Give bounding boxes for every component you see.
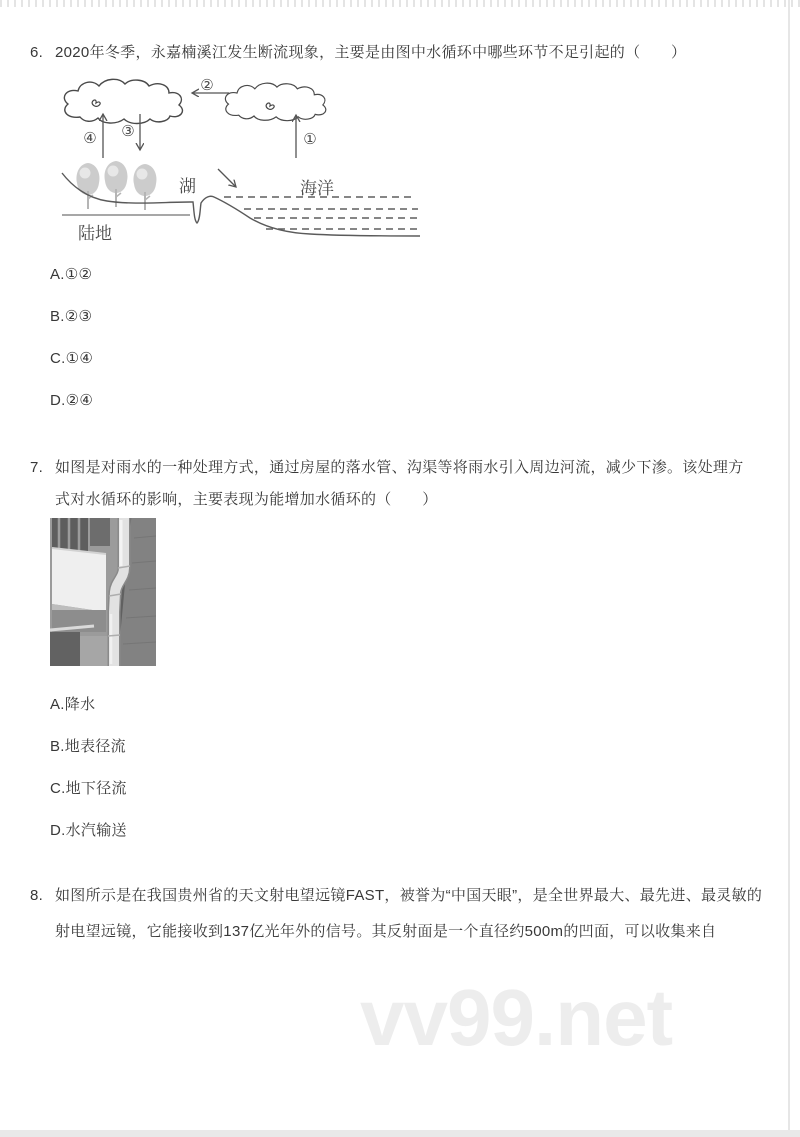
question-7-options	[50, 696, 127, 839]
page-bottom-strip	[0, 1130, 800, 1137]
question-6-text: 2020年冬季，永嘉楠溪江发生断流现象，主要是由图中水循环中哪些环节不足引起的（ ）	[55, 44, 687, 61]
question-7-number: 7.	[30, 459, 44, 476]
q6-option-c: C.①④	[50, 350, 94, 367]
tree-icon	[104, 161, 127, 207]
ocean-label: 海洋	[300, 179, 334, 198]
page-right-edge-line	[788, 0, 790, 1137]
q7-option-a: A.降水	[50, 696, 96, 713]
arrow-3-label: ③	[121, 123, 135, 140]
page-top-perforation	[0, 0, 800, 7]
q6-option-a: A.①②	[50, 266, 93, 283]
cloud-right	[225, 83, 325, 121]
question-8	[30, 878, 765, 950]
q6-option-b: B.②③	[50, 308, 93, 325]
q7-option-d: D.水汽输送	[50, 822, 127, 839]
q6-option-d: D.②④	[50, 392, 94, 409]
tree-icon	[76, 163, 99, 209]
water-cycle-diagram	[52, 76, 424, 248]
question-6	[30, 38, 770, 68]
question-6-options	[50, 266, 93, 409]
ocean-water-lines	[224, 197, 420, 229]
arrow-4-label: ④	[83, 130, 97, 147]
land-label: 陆地	[78, 224, 112, 243]
q7-option-b: B.地表径流	[50, 738, 126, 755]
arrow-1-label: ①	[303, 131, 317, 148]
question-8-number: 8.	[30, 887, 44, 904]
q7-option-c: C.地下径流	[50, 780, 127, 797]
lake-label: 湖	[179, 177, 196, 196]
lake-pointer-arrow	[218, 169, 236, 187]
question-7-text: 如图是对雨水的一种处理方式，通过房屋的落水管、沟渠等将雨水引入周边河流，减少下渗。该处理方式对水循环的影响，主要表现为能增加水循环的（ ）	[55, 459, 744, 508]
site-watermark: vv99.net	[360, 973, 673, 1062]
question-7	[30, 452, 756, 516]
question-8-text: 如图所示是在我国贵州省的天文射电望远镜FAST，被誉为“中国天眼”，是全世界最大、最先进、最灵敏的射电望远镜，它能接收到137亿光年外的信号。其反射面是一个直径约500m的凹面，可以收集来自	[55, 887, 763, 940]
cloud-left	[64, 79, 182, 123]
downspout-photo	[50, 518, 156, 666]
arrow-2-label: ②	[200, 77, 214, 94]
question-6-number: 6.	[30, 44, 44, 61]
